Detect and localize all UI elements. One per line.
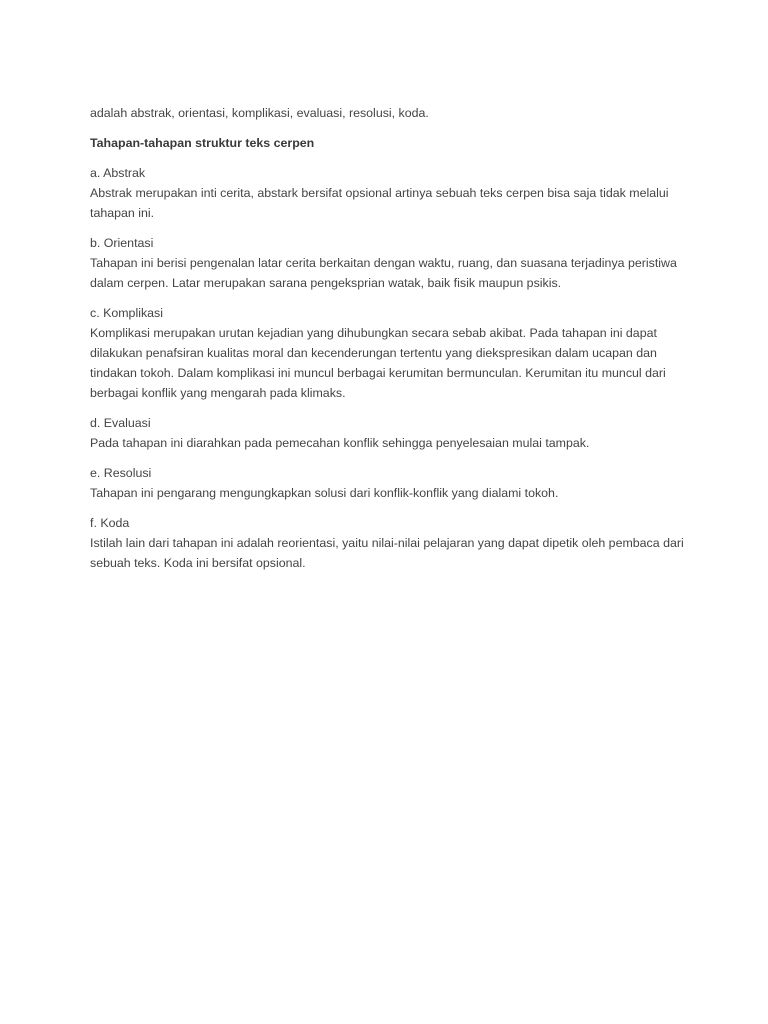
section-body: Istilah lain dari tahapan ini adalah reorientasi, yaitu nilai-nilai pelajaran yang dapat dipetik oleh pembaca dari sebuah teks. Koda ini bersifat opsional. [90,536,684,570]
section-title: e. Resolusi [90,466,152,480]
section-komplikasi [90,303,690,403]
section-abstrak [90,163,690,223]
intro-paragraph: adalah abstrak, orientasi, komplikasi, evaluasi, resolusi, koda. [90,106,429,120]
section-evaluasi [90,413,690,453]
section-title: c. Komplikasi [90,306,163,320]
section-body: Pada tahapan ini diarahkan pada pemecahan konflik sehingga penyelesaian mulai tampak. [90,436,590,450]
section-body: Tahapan ini berisi pengenalan latar cerita berkaitan dengan waktu, ruang, dan suasana terjadinya peristiwa dalam cerpen. Latar merupakan sarana pengeksprian watak, baik fisik maupun psikis. [90,256,677,290]
document-page [90,103,690,583]
section-koda [90,513,690,573]
section-body: Tahapan ini pengarang mengungkapkan solusi dari konflik-konflik yang dialami tokoh. [90,486,559,500]
section-heading: Tahapan-tahapan struktur teks cerpen [90,136,315,150]
section-title: b. Orientasi [90,236,154,250]
section-resolusi [90,463,690,503]
section-body: Abstrak merupakan inti cerita, abstark bersifat opsional artinya sebuah teks cerpen bisa saja tidak melalui tahapan ini. [90,186,669,220]
section-title: d. Evaluasi [90,416,151,430]
section-title: a. Abstrak [90,166,146,180]
section-title: f. Koda [90,516,130,530]
section-orientasi [90,233,690,293]
section-body: Komplikasi merupakan urutan kejadian yang dihubungkan secara sebab akibat. Pada tahapan ini dapat dilakukan penafsiran kualitas moral dan kecenderungan tertentu yang diekspresikan dalam ucapan dan tindakan tokoh. Dalam komplikasi ini muncul berbagai kerumitan bermunculan. Kerumitan itu muncul dari berbagai konflik yang mengarah pada klimaks. [90,326,666,400]
